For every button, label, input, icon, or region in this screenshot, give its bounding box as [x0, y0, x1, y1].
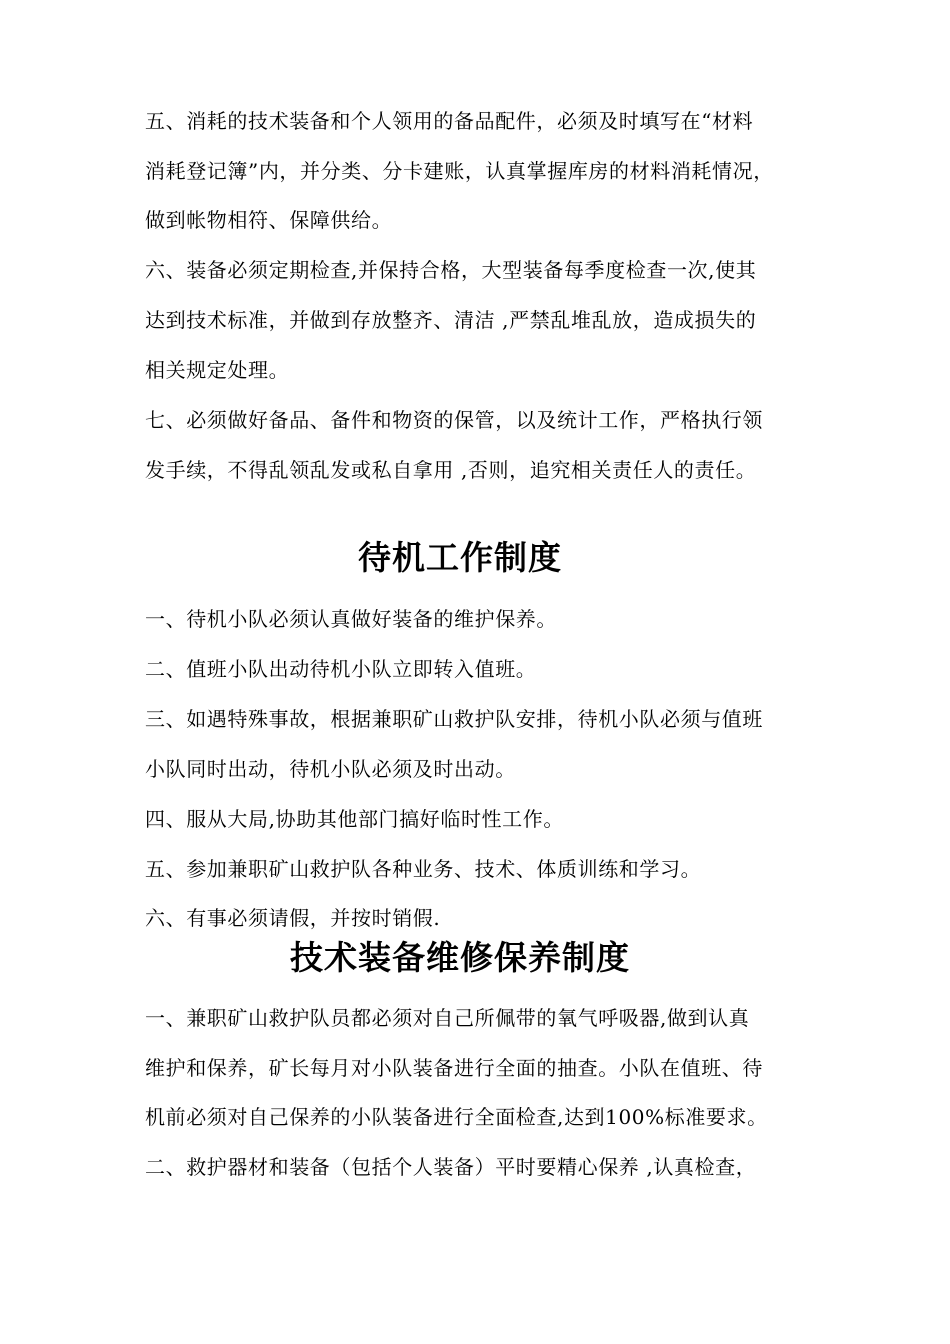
paragraph-line: 机前必须对自己保养的小队装备进行全面检查,达到100%标准要求。: [145, 1105, 768, 1129]
paragraph-line: 四、服从大局,协助其他部门搞好临时性工作。: [145, 807, 564, 831]
paragraph-line: 六、有事必须请假，并按时销假.: [145, 906, 441, 930]
section-heading-maintenance: 技术装备维修保养制度: [290, 938, 630, 977]
paragraph-line: 发手续，不得乱领乱发或私自拿用 ,否则，追究相关责任人的责任。: [145, 458, 757, 482]
paragraph-line: 做到帐物相符、保障供给。: [145, 208, 393, 232]
paragraph-line: 一、兼职矿山救护队员都必须对自己所佩带的氧气呼吸器,做到认真: [145, 1006, 750, 1030]
paragraph-line: 六、装备必须定期检查,并保持合格，大型装备每季度检查一次,使其: [145, 258, 757, 282]
paragraph-line: 维护和保养，矿长每月对小队装备进行全面的抽查。小队在值班、待: [145, 1056, 763, 1080]
paragraph-line: 消耗登记簿”内，并分类、分卡建账，认真掌握库房的材料消耗情况，: [145, 159, 774, 183]
section-heading-standby: 待机工作制度: [358, 538, 562, 577]
paragraph-line: 二、值班小队出动待机小队立即转入值班。: [145, 657, 537, 681]
paragraph-line: 三、如遇特殊事故，根据兼职矿山救护队安排，待机小队必须与值班: [145, 707, 763, 731]
paragraph-line: 七、必须做好备品、备件和物资的保管，以及统计工作，严格执行领: [145, 408, 763, 432]
paragraph-line: 五、消耗的技术装备和个人领用的备品配件，必须及时填写在“材料: [145, 109, 754, 133]
paragraph-line: 相关规定处理。: [145, 358, 290, 382]
paragraph-line: 五、参加兼职矿山救护队各种业务、技术、体质训练和学习。: [145, 857, 702, 881]
paragraph-line: 小队同时出动，待机小队必须及时出动。: [145, 757, 516, 781]
paragraph-line: 达到技术标准，并做到存放整齐、清洁 ,严禁乱堆乱放，造成损失的: [145, 308, 757, 332]
paragraph-line: 一、待机小队必须认真做好装备的维护保养。: [145, 607, 557, 631]
paragraph-line: 二、救护器材和装备（包括个人装备）平时要精心保养 ,认真检查，: [145, 1155, 757, 1179]
